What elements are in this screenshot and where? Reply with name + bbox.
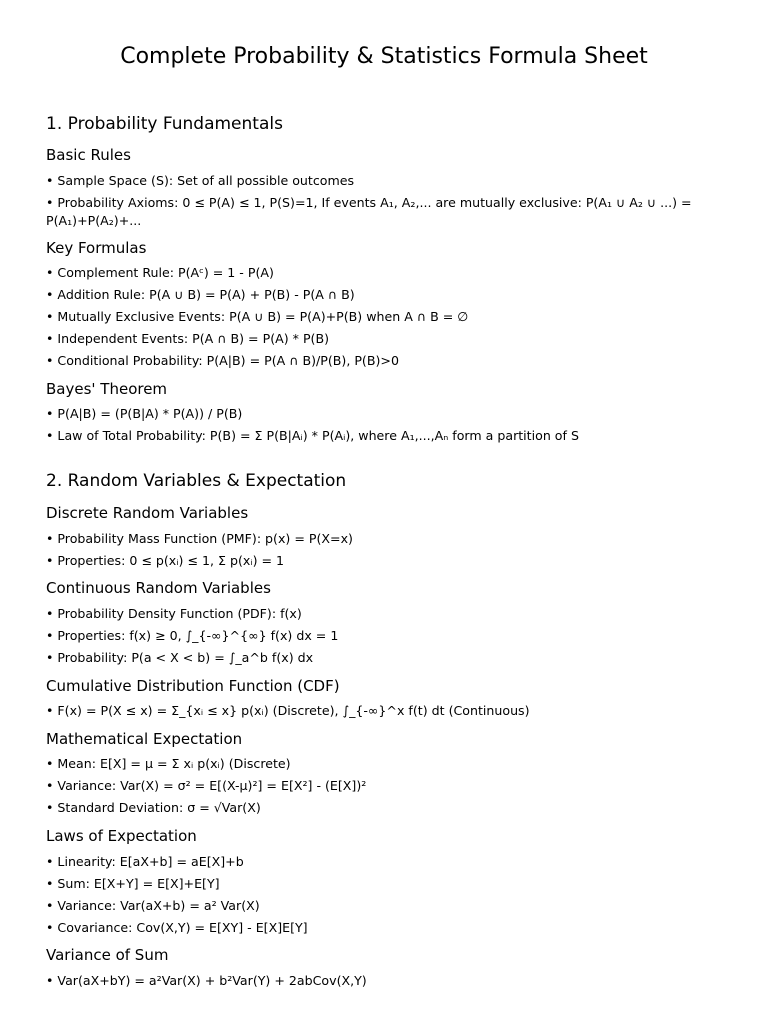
formula-item: • Mean: E[X] = μ = Σ xᵢ p(xᵢ) (Discrete) [46,756,291,771]
formula-item: • Mutually Exclusive Events: P(A ∪ B) = P(A)+P(B) when A ∩ B = ∅ [46,309,469,324]
subheading-key-formulas: Key Formulas [46,239,147,257]
formula-item: • Probability: P(a < X < b) = ∫_a^b f(x) dx [46,650,314,665]
formula-item: • Addition Rule: P(A ∪ B) = P(A) + P(B) - P(A ∩ B) [46,287,355,302]
subheading-cdf: Cumulative Distribution Function (CDF) [46,677,340,695]
formula-item: • Law of Total Probability: P(B) = Σ P(B|Aᵢ) * P(Aᵢ), where A₁,...,Aₙ form a partition of S [46,428,579,443]
section-heading-random-variables: 2. Random Variables & Expectation [46,471,347,491]
formula-item: • P(A|B) = (P(B|A) * P(A)) / P(B) [46,406,243,421]
formula-item: • Linearity: E[aX+b] = aE[X]+b [46,854,244,869]
formula-item: • Probability Mass Function (PMF): p(x) = P(X=x) [46,531,353,546]
formula-item: • Probability Density Function (PDF): f(x) [46,606,302,621]
section-heading-probability-fundamentals: 1. Probability Fundamentals [46,114,283,134]
subheading-basic-rules: Basic Rules [46,146,131,164]
formula-item: • Conditional Probability: P(A|B) = P(A ∩ B)/P(B), P(B)>0 [46,353,399,368]
formula-item: • Independent Events: P(A ∩ B) = P(A) * P(B) [46,331,330,346]
subheading-mathematical-expectation: Mathematical Expectation [46,730,243,748]
formula-item: • Standard Deviation: σ = √Var(X) [46,800,261,815]
subheading-bayes-theorem: Bayes' Theorem [46,380,168,398]
formula-item: • Variance: Var(aX+b) = a² Var(X) [46,898,260,913]
formula-item: • Properties: f(x) ≥ 0, ∫_{-∞}^{∞} f(x) dx = 1 [46,628,339,643]
subheading-laws-of-expectation: Laws of Expectation [46,827,197,845]
formula-item: • Covariance: Cov(X,Y) = E[XY] - E[X]E[Y] [46,920,308,935]
formula-item: • Sum: E[X+Y] = E[X]+E[Y] [46,876,220,891]
formula-item: • Probability Axioms: 0 ≤ P(A) ≤ 1, P(S)=1, If events A₁, A₂,... are mutually exclusive: P(A₁ ∪ A₂ ∪ ...) = P(A₁)+P(A₂)+... [46,195,692,228]
page-title: Complete Probability & Statistics Formula Sheet [120,44,648,69]
formula-item: • Var(aX+bY) = a²Var(X) + b²Var(Y) + 2abCov(X,Y) [46,973,367,988]
subheading-continuous-random-variables: Continuous Random Variables [46,579,271,597]
formula-item: • Properties: 0 ≤ p(xᵢ) ≤ 1, Σ p(xᵢ) = 1 [46,553,285,568]
subheading-discrete-random-variables: Discrete Random Variables [46,504,249,522]
formula-item: • F(x) = P(X ≤ x) = Σ_{xᵢ ≤ x} p(xᵢ) (Discrete), ∫_{-∞}^x f(t) dt (Continuous) [46,703,530,718]
formula-item: • Complement Rule: P(Aᶜ) = 1 - P(A) [46,265,274,280]
formula-item: • Sample Space (S): Set of all possible outcomes [46,173,355,188]
formula-item: • Variance: Var(X) = σ² = E[(X-μ)²] = E[X²] - (E[X])² [46,778,367,793]
subheading-variance-of-sum: Variance of Sum [46,946,169,964]
